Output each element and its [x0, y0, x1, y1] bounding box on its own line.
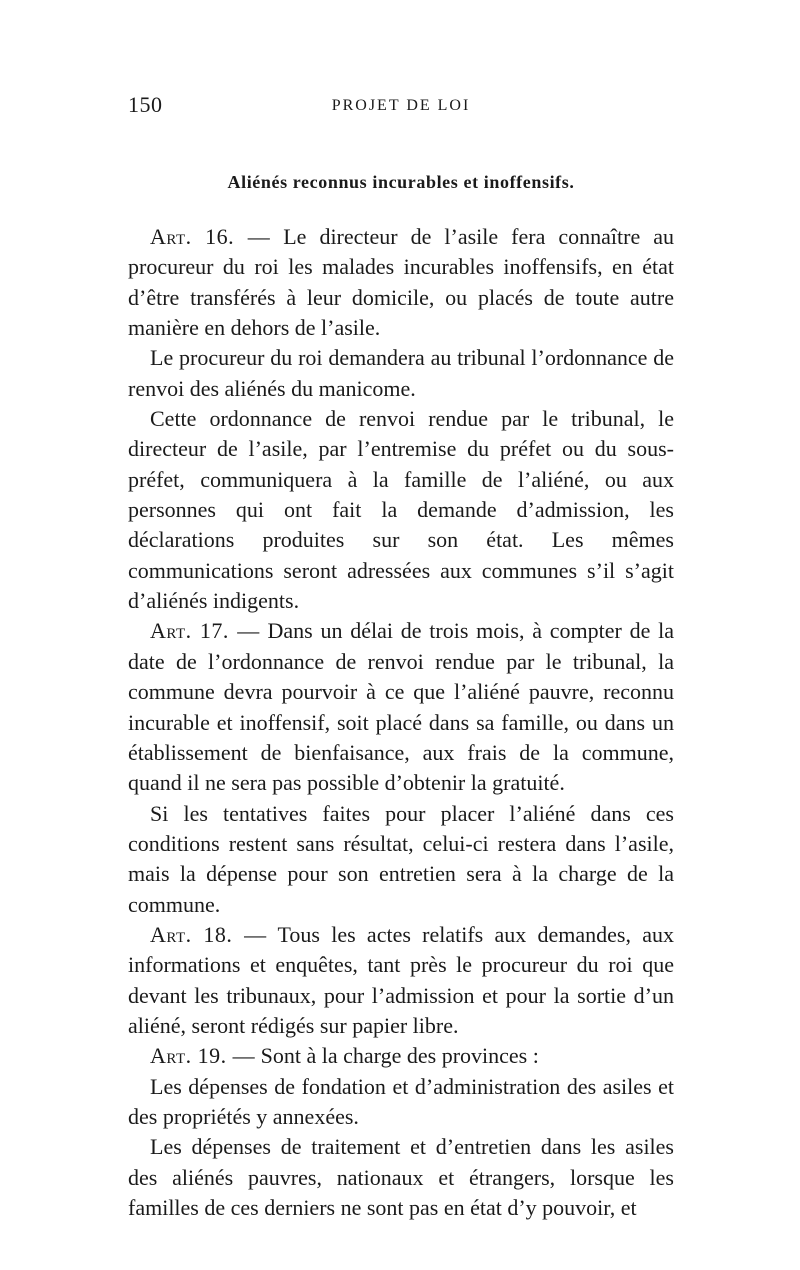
article-label: Art. 18. —: [150, 921, 267, 947]
body-text: [128, 222, 674, 1223]
paragraph: [128, 1132, 674, 1223]
page-header: [128, 92, 674, 122]
paragraph: [128, 799, 674, 920]
paragraph-art-18: [128, 920, 674, 1041]
paragraph-text: Sont à la charge des provinces :: [255, 1043, 539, 1069]
paragraph-text: Le directeur de l’asile fera connaître au procureur du roi les malades incurables inoffensifs, en état d’être transférés à leur domicile, ou placés de toute autre manière en dehors de l’asile.: [128, 224, 675, 341]
paragraph-art-19: [128, 1041, 674, 1071]
paragraph: [128, 404, 674, 616]
paragraph-text: Tous les actes relatifs aux demandes, aux informations et enquêtes, tant près le procureur du roi que devant les tribunaux, pour l’admission et pour la sortie d’un aliéné, seront rédigés sur papier libre.: [128, 921, 674, 1038]
paragraph-text: Cette ordonnance de renvoi rendue par le tribunal, le directeur de l’asile, par l’entremise du préfet ou du sous-préfet, communiquera à la famille de l’aliéné, ou aux personnes qui ont fait la demande d’admission, les déclarations produites sur son état. Les mêmes communications seront adressées aux communes s’il s’agit d’aliénés indigents.: [128, 406, 674, 614]
running-head: PROJET DE LOI: [331, 97, 471, 114]
article-label: Art. 16. —: [150, 224, 271, 249]
paragraph-text: Les dépenses de fondation et d’administration des asiles et des propriétés y annexées.: [128, 1073, 674, 1129]
article-label: Art. 17. —: [150, 618, 260, 644]
paragraph-text: Si les tentatives faites pour placer l’aliéné dans ces conditions restent sans résultat, celui-ci restera dans l’asile, mais la dépense pour son entretien sera à la charge de la commune.: [128, 800, 674, 917]
paragraph: [128, 1072, 674, 1133]
page-number: 150: [128, 92, 163, 117]
paragraph-art-17: [128, 616, 674, 798]
article-label: Art. 19. —: [150, 1043, 256, 1069]
section-title: Aliénés reconnus incurables et inoffensifs.: [227, 172, 575, 192]
paragraph: [128, 343, 674, 404]
paragraph-text: Les dépenses de traitement et d’entretien dans les asiles des aliénés pauvres, nationaux et étrangers, lorsque les familles de ces derniers ne sont pas en état d’y pouvoir, et: [128, 1134, 674, 1220]
paragraph-art-16: [128, 222, 674, 343]
paragraph-text: Le procureur du roi demandera au tribunal l’ordonnance de renvoi des aliénés du manicome.: [128, 345, 674, 401]
paragraph-text: Dans un délai de trois mois, à compter de la date de l’ordonnance de renvoi rendue par le tribunal, la commune devra pourvoir à ce que l’aliéné pauvre, reconnu incurable et inoffensif, soit placé dans sa famille, ou dans un établissement de bienfaisance, aux frais de la commune, quand il ne sera pas possible d’obtenir la gratuité.: [128, 618, 675, 796]
